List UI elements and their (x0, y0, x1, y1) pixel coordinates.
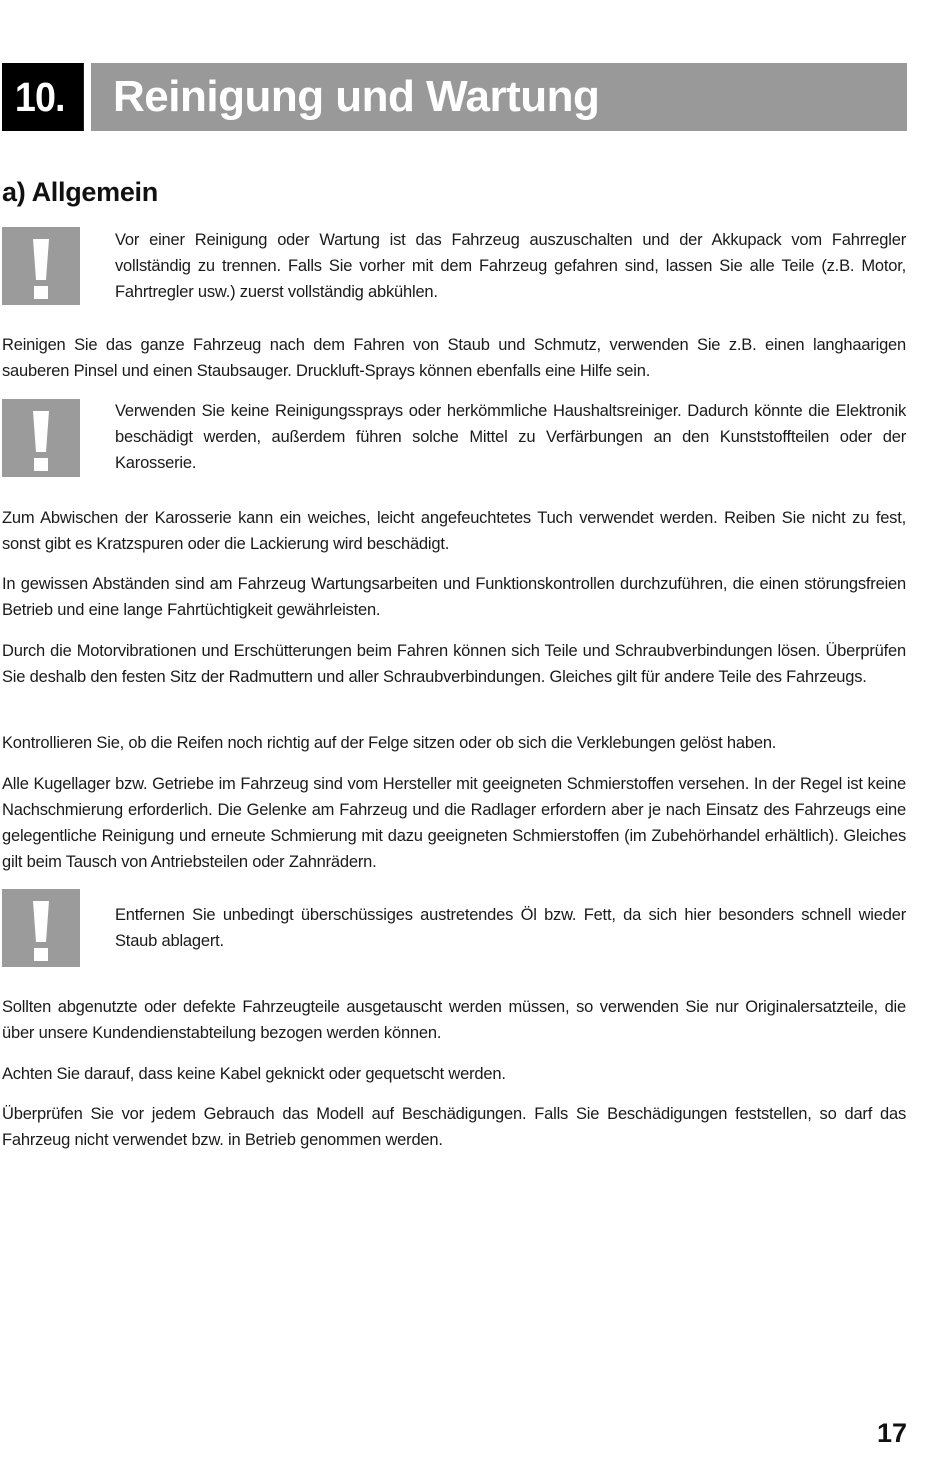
warning-text-no-sprays: Verwenden Sie keine Reinigungssprays oder herkömmliche Haushaltsreiniger. Dadurch könnte die Elektronik beschädigt werden, außerdem führen solche Mittel zu Verfärbungen an den Kunststoffteilen oder der Karosserie. (115, 402, 906, 472)
section-title: Reinigung und Wartung (91, 63, 907, 131)
page-number: 17 (876, 1418, 907, 1448)
paragraph-wiping: Zum Abwischen der Karosserie kann ein weiches, leicht angefeuchtetes Tuch verwendet werden. Reiben Sie nicht zu fest, sonst gibt es Kratzspuren oder die Lackierung wird beschädigt. (2, 509, 906, 553)
exclamation-icon (2, 227, 80, 305)
paragraph-inspection: Überprüfen Sie vor jedem Gebrauch das Modell auf Beschädigungen. Falls Sie Beschädigungen feststellen, so darf das Fahrzeug nicht verwendet bzw. in Betrieb genommen werden. (2, 1105, 906, 1149)
paragraph-spare-parts: Sollten abgenutzte oder defekte Fahrzeugteile ausgetauscht werden müssen, so verwenden Sie nur Originalersatzteile, die über unsere Kundendienstabteilung bezogen werden können. (2, 998, 906, 1042)
paragraph-cables: Achten Sie darauf, dass keine Kabel geknickt oder gequetscht werden. (2, 1065, 506, 1083)
paragraph-maintenance-intervals: In gewissen Abständen sind am Fahrzeug Wartungsarbeiten und Funktionskontrollen durchzuführen, die einen störungsfreien Betrieb und eine lange Fahrtüchtigkeit gewährleisten. (2, 575, 906, 619)
section-number: 10. (2, 63, 84, 131)
warning-text-excess-oil: Entfernen Sie unbedingt überschüssiges austretendes Öl bzw. Fett, da sich hier besonders schnell wieder Staub ablagert. (115, 906, 906, 950)
paragraph-tires: Kontrollieren Sie, ob die Reifen noch richtig auf der Felge sitzen oder ob sich die Verklebungen gelöst haben. (2, 734, 777, 752)
paragraph-bearings: Alle Kugellager bzw. Getriebe im Fahrzeug sind vom Hersteller mit geeigneten Schmierstoffen versehen. In der Regel ist keine Nachschmierung erforderlich. Die Gelenke am Fahrzeug und die Radlager erfordern aber je nach Einsatz des Fahrzeugs eine gelegentliche Reinigung und erneute Schmierung mit dazu geeigneten Schmierstoffen (im Zubehörhandel erhältlich). Gleiches gilt beim Tausch von Antriebsteilen oder Zahnrädern. (2, 775, 906, 871)
warning-text-power-off: Vor einer Reinigung oder Wartung ist das Fahrzeug auszuschalten und der Akkupack vom Fahrregler vollständig zu trennen. Falls Sie vorher mit dem Fahrzeug gefahren sind, lassen Sie alle Teile (z.B. Motor, Fahrtregler usw.) zuerst vollständig abkühlen. (115, 231, 906, 301)
exclamation-icon (2, 399, 80, 477)
subsection-title: a) Allgemein (2, 177, 158, 207)
exclamation-icon (2, 889, 80, 967)
paragraph-vibrations: Durch die Motorvibrationen und Erschütterungen beim Fahren können sich Teile und Schraubverbindungen lösen. Überprüfen Sie deshalb den festen Sitz der Radmuttern und aller Schraubverbindungen. Gleiches gilt für andere Teile des Fahrzeugs. (2, 642, 906, 686)
paragraph-cleaning: Reinigen Sie das ganze Fahrzeug nach dem Fahren von Staub und Schmutz, verwenden Sie z.B. einen langhaarigen sauberen Pinsel und einen Staubsauger. Druckluft-Sprays können ebenfalls eine Hilfe sein. (2, 336, 906, 380)
section-header (2, 63, 907, 131)
